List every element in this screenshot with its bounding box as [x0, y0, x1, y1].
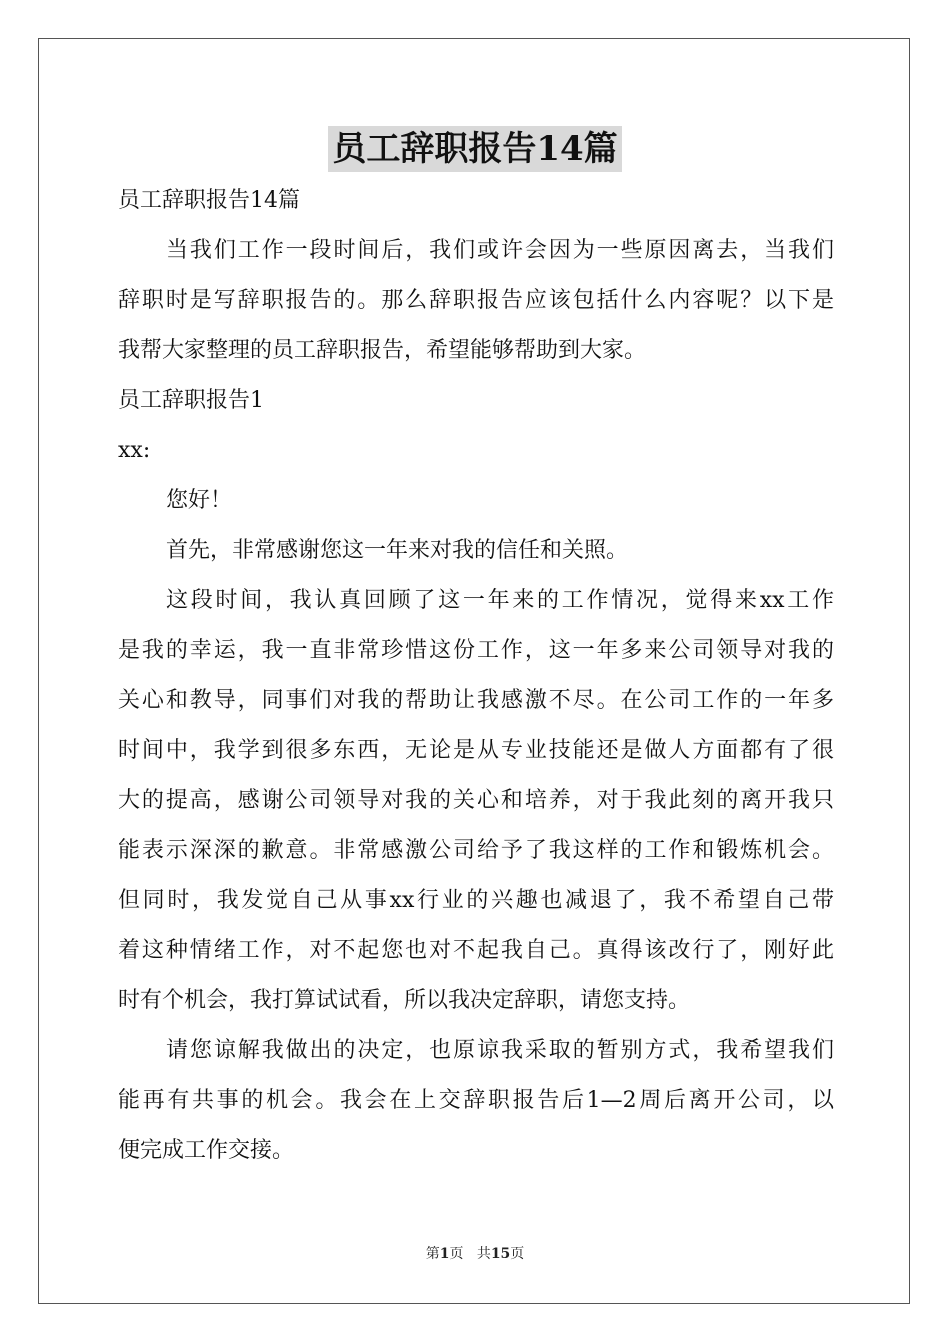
text-line: 员工辞职报告14篇	[118, 188, 300, 213]
document-body	[118, 176, 834, 1176]
text-line: 辞职时是写辞职报告的。那么辞职报告应该包括什么内容呢？以下是	[118, 288, 834, 313]
footer-page-suffix: 页	[449, 1246, 464, 1262]
text-line: xx:	[118, 438, 151, 463]
text-line: 着这种情绪工作，对不起您也对不起我自己。真得该改行了，刚好此	[118, 938, 834, 963]
footer-total-pages: 15	[490, 1246, 511, 1262]
text-line: 便完成工作交接。	[118, 1138, 295, 1163]
text-line: 但同时，我发觉自己从事xx行业的兴趣也减退了，我不希望自己带	[118, 888, 834, 913]
text-line: 关心和教导，同事们对我的帮助让我感激不尽。在公司工作的一年多	[118, 688, 834, 713]
text-line: 您好！	[166, 488, 233, 513]
footer-total-prefix: 共	[476, 1246, 491, 1262]
text-line: 大的提高，感谢公司领导对我的关心和培养，对于我此刻的离开我只	[118, 788, 834, 813]
text-line: 能表示深深的歉意。非常感激公司给予了我这样的工作和锻炼机会。	[118, 838, 834, 863]
footer-page-number: 1	[439, 1246, 450, 1262]
text-line: 员工辞职报告1	[118, 388, 264, 413]
footer-total-suffix: 页	[510, 1246, 525, 1262]
title-container	[0, 126, 950, 172]
text-line: 当我们工作一段时间后，我们或许会因为一些原因离去，当我们	[166, 238, 834, 263]
text-line: 时有个机会，我打算试试看，所以我决定辞职，请您支持。	[118, 988, 691, 1013]
document-title: 员工辞职报告14篇	[328, 126, 621, 172]
text-line: 时间中，我学到很多东西，无论是从专业技能还是做人方面都有了很	[118, 738, 834, 763]
text-line: 请您谅解我做出的决定，也原谅我采取的暂别方式，我希望我们	[166, 1038, 834, 1063]
page-footer	[0, 1244, 950, 1264]
text-line: 我帮大家整理的员工辞职报告，希望能够帮助到大家。	[118, 338, 647, 363]
text-line: 首先，非常感谢您这一年来对我的信任和关照。	[166, 538, 629, 563]
text-line: 是我的幸运，我一直非常珍惜这份工作，这一年多来公司领导对我的	[118, 638, 834, 663]
text-line: 这段时间，我认真回顾了这一年来的工作情况，觉得来xx工作	[166, 588, 834, 613]
footer-page-prefix: 第	[425, 1246, 440, 1262]
text-line: 能再有共事的机会。我会在上交辞职报告后1—2周后离开公司，以	[118, 1088, 834, 1113]
